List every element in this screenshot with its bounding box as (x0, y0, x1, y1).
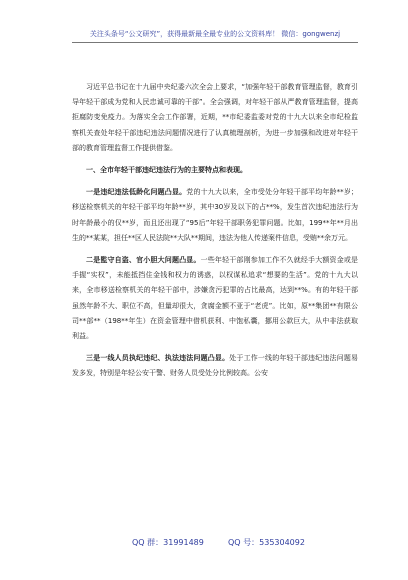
section-heading: 一、全市年轻干部违纪违法行为的主要特点和表现。 (86, 166, 247, 175)
header-divider (72, 42, 358, 43)
point-1-text: 党的十九大以来，全市受处分年轻干部平均年龄**岁；移送检察机关的年轻干部平均年龄**岁，其中30岁及以下的占**%，发生首次违纪违法行为时年龄最小的仅**岁，而且还出现了“95后”年轻干部职务犯罪问题。比如，199**年**月出生的**某某，担任**区人民法院**大队**期间，违法为他人传递案件信息，受贿**余万元。 (72, 188, 359, 242)
point-1-lead: 一是违纪违法低龄化问题凸显。 (86, 188, 187, 197)
point-2-lead: 二是監守自盗、官小胆大问题凸显。 (86, 256, 201, 265)
footer-qq-number: QQ 号：535304092 (228, 538, 305, 547)
intro-paragraph: 习近平总书记在十九届中央纪委六次全会上要求，“加强年轻干部教育管理监督，教育引导年轻干部成为党和人民忠诚可靠的干部”。全会强调，对年轻干部从严教育管理监督，提高拒腐防变免疫力。为落实全会工作部署，近期，**市纪委监委对党的十九大以来全市纪检监察机关查处年轻干部违纪违法问题情况进行了认真梳理剖析，为进一步加强和改进对年轻干部的教育管理监督工作提供借鉴。 (72, 83, 358, 152)
page-header-banner: 关注头条号“公文研究”，获得最新最全最专业的公文资料库！ 微信：gongwenzj (89, 30, 341, 38)
point-paragraph-2 (72, 253, 358, 344)
point-paragraph-1 (72, 185, 358, 246)
point-paragraph-3 (72, 351, 358, 381)
point-2-text: 一些年轻干部刚参加工作不久就经手大额资金或是手握“实权”，未能抵挡住金钱和权力的诱惑，以权谋私追求“想要的生活”。党的十九大以来，全市移送检察机关的年轻干部中，涉嫌贪污犯罪的占比最高，达到**%。有的年轻干部虽然年龄不大、职位不高，但量却很大，贪腐金额不亚于“老虎”。比如，原**集团**有限公司**部**（198**年生）在资金管理中借机获利、中饱私囊，挪用公款巨大，从中非法获取利益。 (72, 256, 359, 341)
point-3-text: 处于工作一线的年轻干部违纪违法问题易发多发，特别是年轻公安干警、财务人员受处分比例较高。公安 (72, 354, 359, 378)
document-body (72, 80, 358, 382)
point-3-lead: 三是一线人员执纪违纪、执法违法问题凸显。 (86, 354, 230, 363)
footer-qq-group: QQ 群：31991489 (132, 538, 204, 547)
